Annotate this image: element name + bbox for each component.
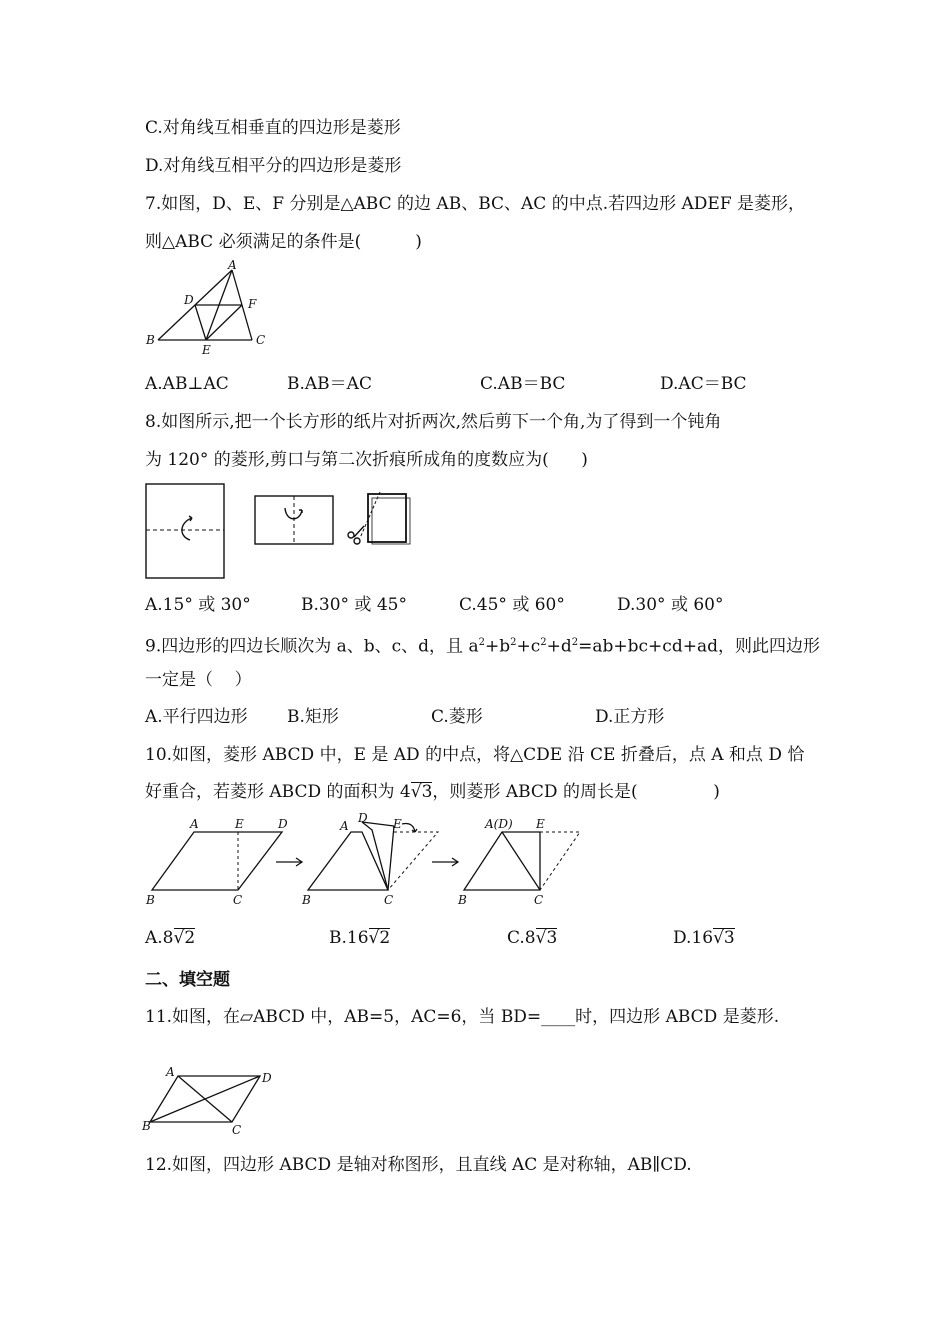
q10-option-c: C.8√ 3: [507, 928, 558, 948]
q7-option-a: A.AB⊥AC: [145, 374, 229, 394]
q7-label-f: F: [248, 297, 257, 311]
q8-option-b: B.30° 或 45°: [301, 595, 407, 615]
q10-line2: 好重合，若菱形 ABCD 的面积为 4√ 3，则菱形 ABCD 的周长是( ): [145, 782, 720, 802]
q9-exp-d: 2: [571, 637, 579, 648]
q8-option-d: D.30° 或 60°: [617, 595, 724, 615]
option-c-previous: C.对角线互相垂直的四边形是菱形: [145, 118, 401, 138]
q10-line2-suffix: ，则菱形 ABCD 的周长是( ): [432, 782, 720, 802]
q9-line2: 一定是（ ）: [145, 670, 252, 690]
q9-option-d: D.正方形: [595, 707, 665, 727]
q12-text: 12.如图，四边形 ABCD 是轴对称图形，且直线 AC 是对称轴，AB∥CD.: [145, 1155, 692, 1175]
q10-f2-label-e: E: [393, 817, 402, 831]
q10-line2-prefix: 好重合，若菱形 ABCD 的面积为 4: [145, 782, 411, 802]
q7-option-b: B.AB＝AC: [287, 374, 372, 394]
q9-eq-rest: =ab+bc+cd+ad，则此四边形: [578, 636, 820, 657]
q7-label-c: C: [256, 333, 266, 347]
q9-option-c: C.菱形: [431, 707, 483, 727]
q9-eq-c: +c: [516, 636, 541, 657]
q9-eq-d: +d: [546, 636, 572, 657]
q10-f1-label-b: B: [146, 893, 155, 907]
q7-label-a: A: [228, 258, 237, 272]
q7-triangle-figure: [140, 258, 280, 358]
q9-option-b: B.矩形: [287, 707, 339, 727]
q9-exp-b: 2: [510, 637, 517, 648]
q8-line2: 为 120° 的菱形,剪口与第二次折痕所成角的度数应为( ): [145, 450, 588, 470]
section-fill-in-blank-heading: 二、填空题: [145, 970, 230, 990]
q8-option-c: C.45° 或 60°: [459, 595, 565, 615]
q7-option-d: D.AC＝BC: [660, 374, 747, 394]
option-d-previous: D.对角线互相平分的四边形是菱形: [145, 156, 402, 176]
q11-label-a: A: [166, 1065, 175, 1079]
q7-option-c: C.AB＝BC: [480, 374, 566, 394]
q10-f3-label-e: E: [536, 817, 545, 831]
q8-folding-figure: [140, 478, 440, 582]
q11-label-c: C: [232, 1123, 242, 1137]
q9-exp-a: 2: [478, 637, 485, 648]
q10-f1-label-d: D: [278, 817, 288, 831]
q10-f3-label-c: C: [534, 893, 544, 907]
q9-line1-prefix: 9.四边形的四边长顺次为 a、b、c、d，且 a: [145, 636, 479, 657]
q10-f2-label-c: C: [384, 893, 394, 907]
q10-area-root: 3: [421, 782, 433, 802]
q10-f1-label-e: E: [235, 817, 244, 831]
q7-label-d: D: [184, 293, 194, 307]
q8-line1: 8.如图所示,把一个长方形的纸片对折两次,然后剪下一个角,为了得到一个钝角: [145, 412, 722, 432]
q10-option-b: B.16√ 2: [329, 928, 391, 948]
q10-f1-label-c: C: [233, 893, 243, 907]
q10-f3-label-ad: A(D): [485, 817, 513, 831]
q11-text: 11.如图，在▱ABCD 中，AB=5，AC=6，当 BD=____时，四边形 ABCD 是菱形.: [145, 1007, 780, 1027]
q9-option-a: A.平行四边形: [145, 707, 248, 727]
q9-exp-c: 2: [540, 637, 547, 648]
q10-line1: 10.如图，菱形 ABCD 中，E 是 AD 的中点，将△CDE 沿 CE 折叠后，点 A 和点 D 恰: [145, 745, 805, 765]
q7-label-e: E: [202, 343, 211, 357]
q10-f2-label-d: D: [358, 811, 368, 825]
q7-label-b: B: [146, 333, 155, 347]
q10-f1-label-a: A: [190, 817, 199, 831]
q10-f2-label-a: A: [340, 819, 349, 833]
q11-label-b: B: [142, 1119, 151, 1133]
q10-f3-label-b: B: [458, 893, 467, 907]
q8-option-a: A.15° 或 30°: [145, 595, 251, 615]
q9-eq-b: +b: [484, 636, 511, 657]
q10-option-d: D.16√ 3: [673, 928, 735, 948]
q11-label-d: D: [262, 1071, 272, 1085]
q10-f2-label-b: B: [302, 893, 311, 907]
q10-option-a: A.8√ 2: [145, 928, 196, 948]
q10-folding-figure: [140, 812, 600, 912]
q7-line1: 7.如图，D、E、F 分别是△ABC 的边 AB、BC、AC 的中点.若四边形 ADEF 是菱形，: [145, 194, 806, 214]
q11-parallelogram-figure: [140, 1062, 280, 1136]
q7-line2: 则△ABC 必须满足的条件是( ): [145, 232, 422, 252]
q9-line1: [145, 631, 820, 659]
